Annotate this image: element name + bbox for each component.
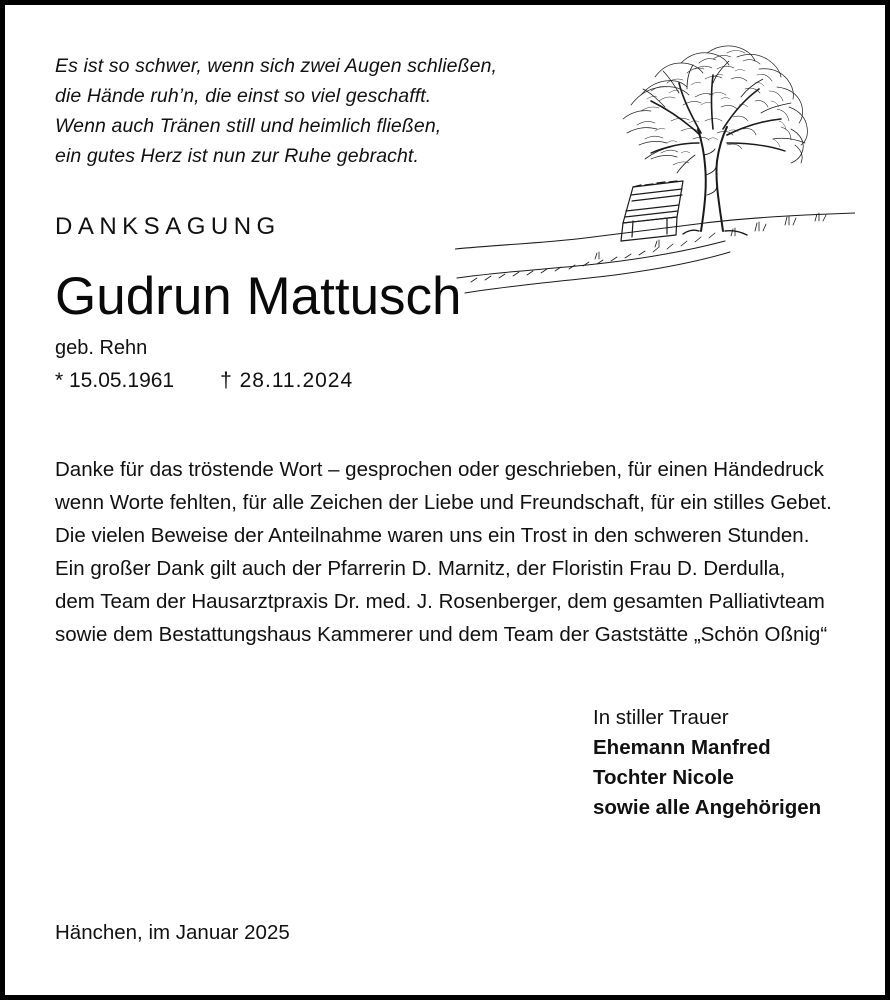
- body-line: sowie dem Bestattungshaus Kammerer und dem Team der Gaststätte „Schön Oßnig“: [55, 622, 828, 646]
- body-line: Danke für das tröstende Wort – gesprochen oder geschrieben, für einen Händedruck: [55, 457, 824, 481]
- poem-block: [55, 51, 525, 171]
- body-line: dem Team der Hausarztpraxis Dr. med. J. Rosenberger, dem gesamten Palliativteam: [55, 589, 825, 613]
- mourners-intro: In stiller Trauer: [593, 705, 729, 729]
- poem-line: ein gutes Herz ist nun zur Ruhe gebracht.: [55, 145, 419, 167]
- body-line: Die vielen Beweise der Anteilnahme waren uns ein Trost in den schweren Stunden.: [55, 523, 810, 547]
- poem-line: Es ist so schwer, wenn sich zwei Augen schließen,: [55, 55, 498, 77]
- thank-you-text: [55, 453, 835, 651]
- poem-line: Wenn auch Tränen still und heimlich fließen,: [55, 115, 442, 137]
- mourner-line: Ehemann Manfred: [593, 735, 771, 759]
- deceased-name: Gudrun Mattusch: [55, 267, 462, 326]
- mourner-line: sowie alle Angehörigen: [593, 795, 822, 819]
- place-and-date: Hänchen, im Januar 2025: [55, 921, 290, 944]
- deceased-maiden-name: geb. Rehn: [55, 336, 148, 359]
- deceased-dates: [55, 369, 835, 393]
- page-title: DANKSAGUNG: [55, 213, 281, 240]
- mourners-block: [55, 703, 835, 823]
- body-line: wenn Worte fehlten, für alle Zeichen der Liebe und Freundschaft, für ein stilles Gebet.: [55, 490, 832, 514]
- birth-date: * 15.05.1961: [55, 368, 175, 392]
- poem-line: die Hände ruh’n, die einst so viel geschafft.: [55, 85, 432, 107]
- body-line: Ein großer Dank gilt auch der Pfarrerin D. Marnitz, der Floristin Frau D. Derdulla,: [55, 556, 786, 580]
- mourner-line: Tochter Nicole: [593, 765, 734, 789]
- death-date: † 28.11.2024: [220, 368, 354, 392]
